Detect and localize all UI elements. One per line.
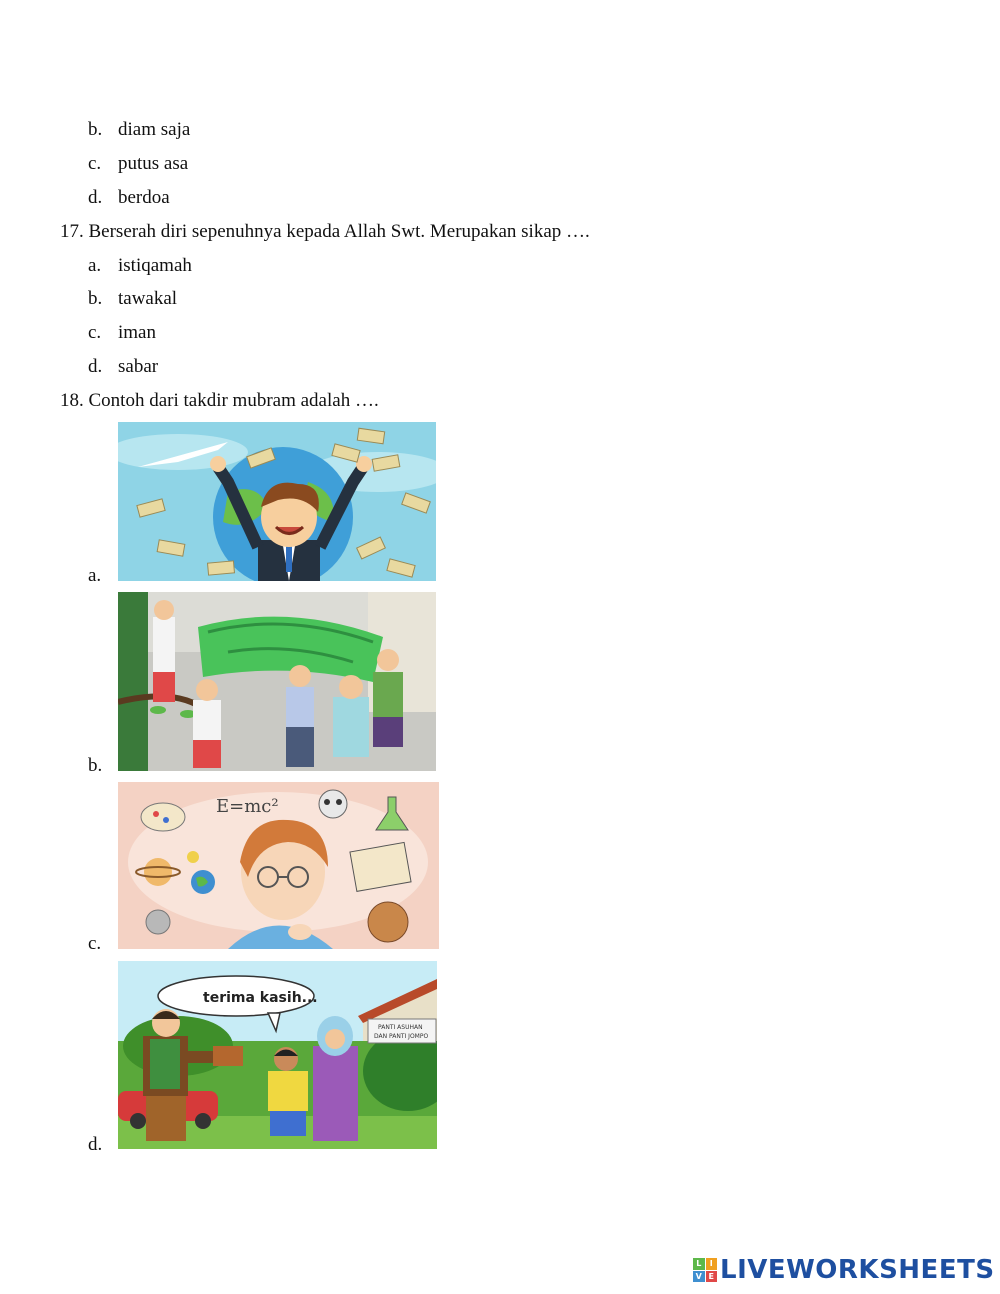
q16-option-d-letter: d. [88, 187, 103, 208]
q17-option-c-text: iman [118, 322, 156, 343]
q17-option-c-letter: c. [88, 322, 102, 343]
q18-option-d-image [118, 961, 437, 1149]
svg-text:E=mc²: E=mc² [216, 796, 279, 817]
q18-option-b-letter: b. [88, 755, 103, 776]
q17-option-b-letter: b. [88, 288, 103, 309]
q16-option-b-text: diam saja [118, 119, 191, 140]
liveworksheets-wordmark: LIVEWORKSHEETS [720, 1255, 995, 1285]
q16-option-d-text: berdoa [118, 187, 170, 208]
q18-option-c-image [118, 782, 439, 949]
q18-option-a-letter: a. [88, 565, 102, 586]
q18-option-a-image [118, 422, 436, 581]
q16-option-c-text: putus asa [118, 153, 189, 174]
q18-option-d-letter: d. [88, 1134, 103, 1155]
sign-line-1: PANTI ASUHAN [378, 1024, 423, 1031]
q17-option-a-text: istiqamah [118, 255, 192, 276]
q17-option-b-text: tawakal [118, 288, 178, 309]
q16-option-b-letter: b. [88, 119, 103, 140]
question-18: 18. Contoh dari takdir mubram adalah …. [60, 390, 379, 411]
question-17: 17. Berserah diri sepenuhnya kepada Allah Swt. Merupakan sikap …. [60, 221, 590, 242]
q17-option-d-text: sabar [118, 356, 159, 377]
liveworksheets-logo [693, 1255, 995, 1285]
q17-option-d-letter: d. [88, 356, 103, 377]
q18-option-b-image [118, 592, 436, 771]
speech-text: terima kasih... [203, 990, 318, 1006]
q17-option-a-letter: a. [88, 255, 102, 276]
sign-line-2: DAN PANTI JOMPO [374, 1033, 429, 1040]
q16-option-c-letter: c. [88, 153, 102, 174]
q18-option-c-letter: c. [88, 933, 102, 954]
liveworksheets-badge-icon: L I V E [693, 1258, 717, 1282]
